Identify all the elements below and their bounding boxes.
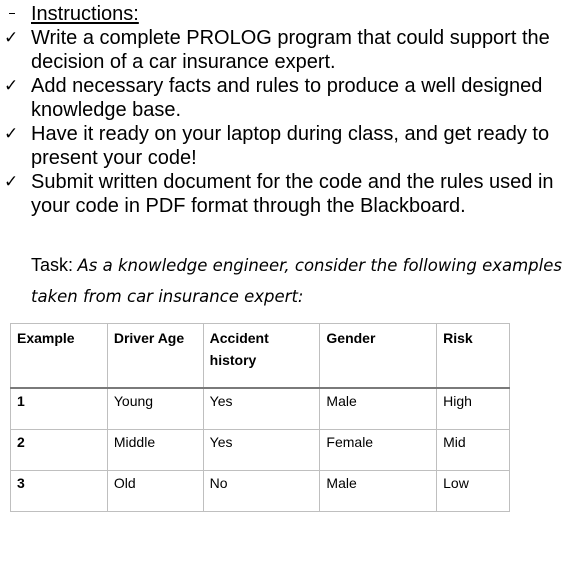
instruction-list xyxy=(0,26,582,218)
column-header-risk: Risk xyxy=(437,324,510,389)
driver-age-cell: Middle xyxy=(107,430,203,471)
instruction-item xyxy=(0,122,576,170)
table-header-row xyxy=(11,324,510,389)
instructions-heading: Instructions: xyxy=(31,3,139,25)
instruction-text: Submit written document for the code and the rules used in your code in PDF format through the Blackboard. xyxy=(31,171,554,217)
task-paragraph xyxy=(31,250,571,312)
column-header-driver-age: Driver Age xyxy=(107,324,203,389)
checkmark-icon: ✓ xyxy=(4,28,19,48)
leading-dash xyxy=(9,13,15,14)
accident-history-cell: Yes xyxy=(203,430,320,471)
table-row xyxy=(11,430,510,471)
accident-history-cell: No xyxy=(203,471,320,512)
gender-cell: Male xyxy=(320,471,437,512)
table-row xyxy=(11,388,510,430)
risk-cell: Low xyxy=(437,471,510,512)
example-number: 2 xyxy=(11,430,108,471)
checkmark-icon: ✓ xyxy=(4,124,19,144)
gender-cell: Male xyxy=(320,388,437,430)
examples-table xyxy=(10,323,510,512)
instruction-item xyxy=(0,26,576,74)
task-description: As a knowledge engineer, consider the following examples taken from car insurance expert: xyxy=(31,256,562,306)
column-header-accident-history: Accident history xyxy=(203,324,320,389)
risk-cell: Mid xyxy=(437,430,510,471)
column-header-gender: Gender xyxy=(320,324,437,389)
task-label: Task: xyxy=(31,255,74,275)
risk-cell: High xyxy=(437,388,510,430)
driver-age-cell: Young xyxy=(107,388,203,430)
instruction-text: Write a complete PROLOG program that could support the decision of a car insurance expert. xyxy=(31,27,550,73)
driver-age-cell: Old xyxy=(107,471,203,512)
example-number: 3 xyxy=(11,471,108,512)
accident-history-cell: Yes xyxy=(203,388,320,430)
checkmark-icon: ✓ xyxy=(4,172,19,192)
checkmark-icon: ✓ xyxy=(4,76,19,96)
column-header-example: Example xyxy=(11,324,108,389)
example-number: 1 xyxy=(11,388,108,430)
table-row xyxy=(11,471,510,512)
instruction-item xyxy=(0,170,576,218)
gender-cell: Female xyxy=(320,430,437,471)
instruction-text: Have it ready on your laptop during class, and get ready to present your code! xyxy=(31,123,550,169)
instruction-item xyxy=(0,74,576,122)
instruction-text: Add necessary facts and rules to produce a well designed knowledge base. xyxy=(31,75,543,121)
